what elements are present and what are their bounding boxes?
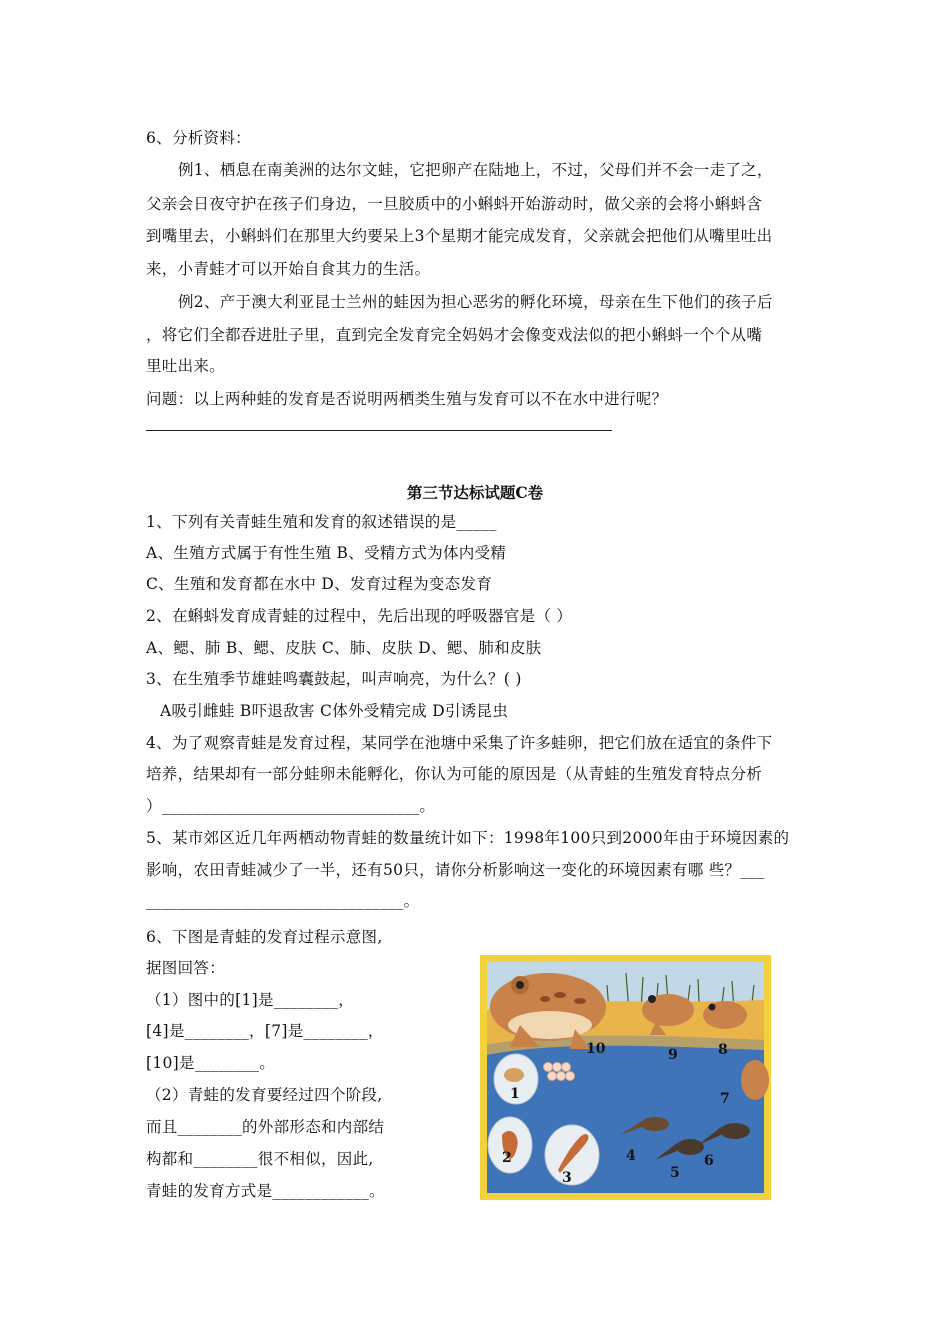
froglet-icon	[703, 1001, 747, 1029]
hatchling-stage-icon	[545, 1125, 599, 1185]
label-10: 10	[586, 1041, 606, 1057]
question-5-line3: ________________________________。	[146, 892, 420, 910]
question-6-line4: [4]是________，[7]是________，	[146, 1022, 384, 1040]
question-1: 1、下列有关青蛙生殖和发育的叙述错误的是_____	[146, 513, 497, 531]
question-1-options-ab: A、生殖方式属于有性生殖 B、受精方式为体内受精	[146, 544, 507, 562]
label-1: 1	[510, 1086, 520, 1102]
question-3: 3、在生殖季节雄蛙鸣囊鼓起，叫声响亮，为什么？( )	[146, 670, 522, 688]
question-6-line6: （2）青蛙的发育要经过四个阶段,	[146, 1086, 383, 1104]
question-6-line9: 青蛙的发育方式是____________。	[146, 1182, 385, 1200]
example2-line2: ，将它们全都吞进肚子里，直到完全发育完全妈妈才会像变戏法似的把小蝌蚪一个个从嘴	[146, 326, 763, 344]
question-6-line5: [10]是________。	[146, 1054, 276, 1072]
question-4-line2: 培养，结果却有一部分蛙卵未能孵化，你认为可能的原因是（从青蛙的生殖发育特点分析	[146, 765, 763, 783]
example2-line1: 例2、产于澳大利亚昆士兰州的蛙因为担心恶劣的孵化环境，母亲在生下他们的孩子后	[178, 293, 773, 311]
example2-line3: 里吐出来。	[146, 357, 226, 375]
tailed-froglet-icon	[741, 1060, 769, 1100]
question-6-line3: （1）图中的[1]是________，	[146, 991, 355, 1009]
label-5: 5	[670, 1165, 680, 1181]
analysis-heading: 6、分析资料：	[146, 129, 251, 147]
question-5-line2: 影响，农田青蛙减少了一半，还有50只，请你分析影响这一变化的环境因素有哪 些？___	[146, 861, 765, 879]
example1-line2: 父亲会日夜守护在孩子们身边，一旦胶质中的小蝌蚪开始游动时，做父亲的会将小蝌蚪含	[146, 195, 763, 213]
label-3: 3	[562, 1170, 572, 1186]
question-1-options-cd: C、生殖和发育都在水中 D、发育过程为变态发育	[146, 575, 493, 593]
example1-line3: 到嘴里去，小蝌蚪们在那里大约要呆上3个星期才能完成发育，父亲就会把他们从嘴里吐出	[146, 227, 773, 245]
test-title: 第三节达标试题C卷	[406, 483, 544, 502]
question-6-line8: 构都和________很不相似，因此,	[146, 1150, 374, 1168]
question-6-line1: 6、下图是青蛙的发育过程示意图,	[146, 928, 383, 946]
question-2-options: A、鳃、肺 B、鳃、皮肤 C、肺、皮肤 D、鳃、肺和皮肤	[146, 639, 542, 657]
example1-line4: 来，小青蛙才可以开始自食其力的生活。	[146, 260, 431, 278]
question-6-line7: 而且________的外部形态和内部结	[146, 1118, 385, 1136]
label-4: 4	[626, 1148, 636, 1164]
question-4-line3: ）________________________________。	[146, 797, 436, 815]
answer-line	[146, 430, 612, 431]
analysis-question: 问题：以上两种蛙的发育是否说明两栖类生殖与发育可以不在水中进行呢？	[146, 390, 668, 408]
label-9: 9	[668, 1047, 678, 1063]
frog-development-illustration	[480, 955, 771, 1200]
question-5-line1: 5、某市郊区近几年两栖动物青蛙的数量统计如下：1998年100只到2000年由于环境因素的	[146, 829, 790, 847]
question-4-line1: 4、为了观察青蛙是发育过程，某同学在池塘中采集了许多蛙卵，把它们放在适宜的条件下	[146, 734, 773, 752]
example1-line1: 例1、栖息在南美洲的达尔文蛙，它把卵产在陆地上，不过，父母们并不会一走了之，	[178, 161, 773, 179]
label-7: 7	[720, 1091, 730, 1107]
label-6: 6	[704, 1153, 714, 1169]
question-3-options: A吸引雌蛙 B吓退敌害 C体外受精完成 D引诱昆虫	[160, 702, 509, 720]
label-2: 2	[502, 1150, 512, 1166]
question-2: 2、在蝌蚪发育成青蛙的过程中，先后出现的呼吸器官是（ ）	[146, 607, 573, 625]
question-6-line2: 据图回答：	[146, 959, 226, 977]
label-8: 8	[718, 1042, 728, 1058]
